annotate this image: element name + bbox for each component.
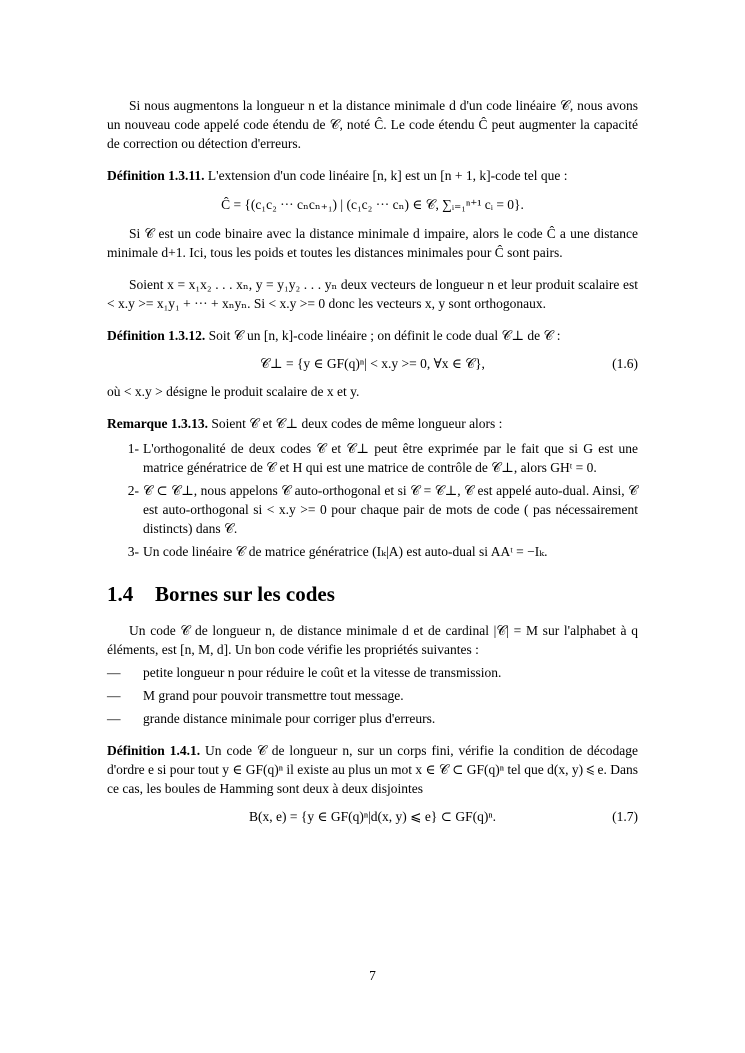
list-item-text: L'orthogonalité de deux codes 𝒞 et 𝒞⊥ peut être exprimée par le fait que si G est une matrice génératrice de 𝒞 et H qui est une matrice de contrôle de 𝒞⊥, alors GHᵗ = 0.	[143, 441, 638, 475]
section-number: 1.4	[107, 582, 134, 606]
definition-label: Définition 1.3.11.	[107, 168, 205, 183]
section-heading	[107, 581, 638, 607]
list-item-number: 1-	[127, 441, 139, 456]
equation-number: (1.6)	[612, 356, 638, 371]
paragraph-extended-code: Si nous augmentons la longueur n et la distance minimale d d'un code linéaire 𝒞, nous avons un nouveau code appelé code étendu de 𝒞, noté Ĉ. Le code étendu Ĉ peut augmenter la capacité de correction ou détection d'erreurs.	[107, 98, 638, 151]
definition-1-3-12	[107, 326, 638, 345]
list-item-text: 𝒞 ⊂ 𝒞⊥, nous appelons 𝒞 auto-orthogonal et si 𝒞 = 𝒞⊥, 𝒞 est appelé auto-dual. Ainsi, 𝒞 est auto-orthogonal si < x.y >= 0 pour chaque pair de mots de code ( pas nécessairement distincts) dans 𝒞.	[143, 483, 638, 536]
definition-text: L'extension d'un code linéaire [n, k] est un [n + 1, k]-code tel que :	[207, 168, 568, 183]
definition-1-3-11	[107, 166, 638, 185]
list-item-dash: —	[107, 711, 121, 726]
equation-number: (1.7)	[612, 809, 638, 824]
remark-text: Soient 𝒞 et 𝒞⊥ deux codes de même longueur alors :	[211, 416, 503, 431]
list-item-dash: —	[107, 688, 121, 703]
page-body	[107, 96, 638, 832]
equation-extension	[107, 195, 638, 214]
list-item-text: petite longueur n pour réduire le coût et la vitesse de transmission.	[143, 665, 502, 680]
definition-label: Définition 1.3.12.	[107, 328, 206, 343]
list-item	[107, 686, 638, 705]
list-item	[107, 481, 638, 538]
definition-text: Soit 𝒞 un [n, k]-code linéaire ; on définit le code dual 𝒞⊥ de 𝒞 :	[208, 328, 561, 343]
section-title: Bornes sur les codes	[155, 582, 335, 606]
list-item-number: 2-	[127, 483, 139, 498]
paragraph-binary-code: Si 𝒞 est un code binaire avec la distance minimale d impaire, alors le code Ĉ a une distance minimale d+1. Ici, tous les poids et toutes les distances minimales pour Ĉ sont pairs.	[107, 226, 638, 260]
list-item-text: M grand pour pouvoir transmettre tout message.	[143, 688, 404, 703]
remark-label: Remarque 1.3.13.	[107, 416, 208, 431]
paragraph-scalar-product: Soient x = x₁x₂ . . . xₙ, y = y₁y₂ . . . yₙ deux vecteurs de longueur n et leur produit scalaire est < x.y >= x₁y₁ + ··· + xₙyₙ. Si < x.y >= 0 donc les vecteurs x, y sont orthogonaux.	[107, 277, 638, 311]
list-item-number: 3-	[127, 544, 139, 559]
equation-ball-text: B(x, e) = {y ∈ GF(q)ⁿ|d(x, y) ⩽ e} ⊂ GF(q)ⁿ.	[249, 809, 496, 824]
definition-text: Un code 𝒞 de longueur n, sur un corps fini, vérifie la condition de décodage d'ordre e si pour tout y ∈ GF(q)ⁿ il existe au plus un mot x ∈ 𝒞 ⊂ GF(q)ⁿ tel que d(x, y) ⩽ e. Dans ce cas, les boules de Hamming sont deux à deux disjointes	[107, 743, 638, 796]
remark-1-3-13	[107, 414, 638, 433]
equation-dual	[107, 354, 638, 373]
equation-dual-text: 𝒞⊥ = {y ∈ GF(q)ⁿ| < x.y >= 0, ∀x ∈ 𝒞},	[260, 356, 485, 371]
list-item	[107, 663, 638, 682]
definition-1-4-1	[107, 741, 638, 798]
property-list	[107, 663, 638, 728]
list-item-text: grande distance minimale pour corriger plus d'erreurs.	[143, 711, 436, 726]
list-item-text: Un code linéaire 𝒞 de matrice génératrice (Iₖ|A) est auto-dual si AAᵗ = −Iₖ.	[143, 544, 548, 559]
equation-ball	[107, 807, 638, 826]
list-item-dash: —	[107, 665, 121, 680]
page-number: 7	[369, 968, 376, 983]
definition-label: Définition 1.4.1.	[107, 743, 201, 758]
list-item	[107, 542, 638, 561]
remark-list	[107, 439, 638, 561]
list-item	[107, 439, 638, 477]
paragraph-good-code: Un code 𝒞 de longueur n, de distance minimale d et de cardinal |𝒞| = M sur l'alphabet à q éléments, est [n, M, d]. Un bon code vérifie les propriétés suivantes :	[107, 623, 638, 657]
paragraph-scalar-note: où < x.y > désigne le produit scalaire de x et y.	[107, 384, 360, 399]
list-item	[107, 709, 638, 728]
equation-extension-text: Ĉ = {(c₁c₂ ··· cₙcₙ₊₁) | (c₁c₂ ··· cₙ) ∈ 𝒞, ∑ᵢ₌₁ⁿ⁺¹ cᵢ = 0}.	[221, 197, 524, 212]
